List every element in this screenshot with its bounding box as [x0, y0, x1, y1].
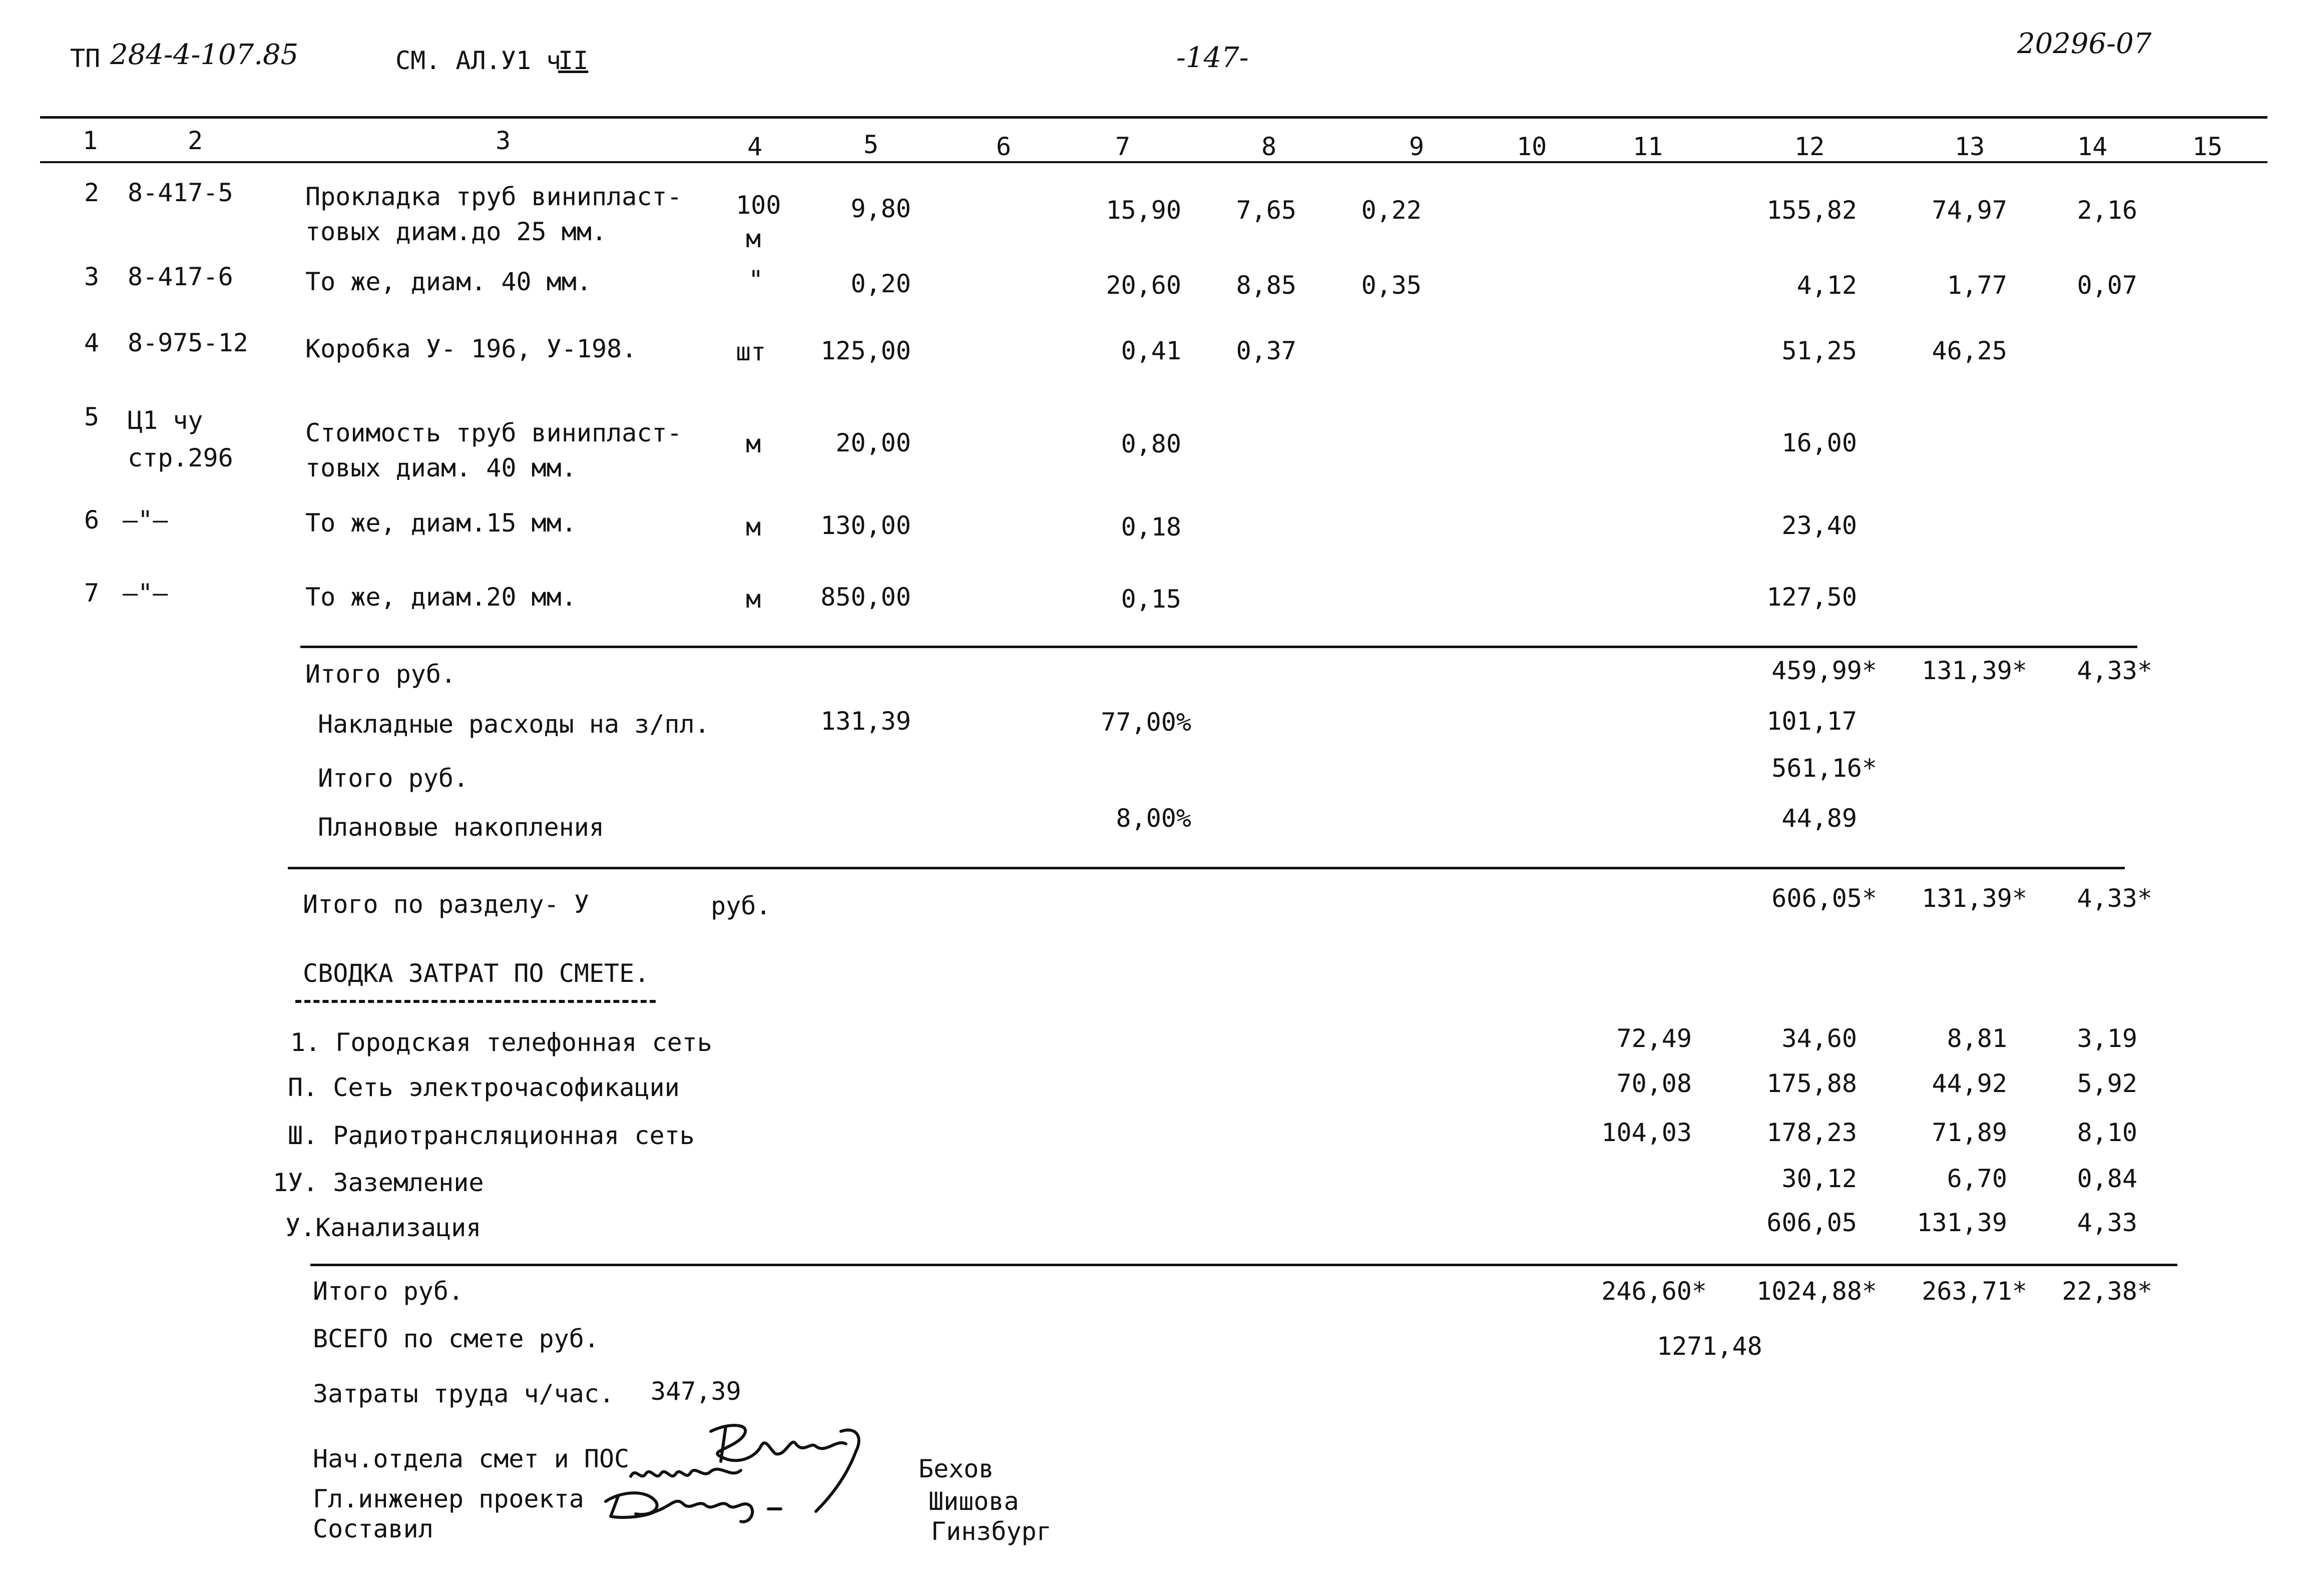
tp-prefix: ТП: [70, 44, 101, 73]
column-number: 2: [188, 126, 203, 155]
summary-label: Ш. Радиотрансляционная сеть: [288, 1121, 695, 1150]
table-top-rule: [40, 116, 2267, 119]
section-total-unit: руб.: [711, 891, 771, 920]
summary-label: У.Канализация: [285, 1213, 482, 1242]
rate-code: 8-417-6: [128, 262, 233, 291]
total-cost: 606,05*: [1771, 884, 1877, 913]
summary-col12: 1024,88*: [1756, 1277, 1877, 1306]
rate-code: 8-975-12: [128, 328, 248, 357]
total-wages: 74,97: [1932, 196, 2007, 225]
item-name-line: Прокладка труб винипласт-: [305, 182, 682, 211]
sheet-part: II: [558, 46, 589, 75]
total-cost: 51,25: [1781, 336, 1857, 365]
quantity: 850,00: [820, 583, 911, 612]
machines: 0,22: [1361, 196, 1422, 225]
column-number: 15: [2192, 132, 2223, 161]
column-number: 14: [2077, 132, 2108, 161]
total-cost: 4,12: [1796, 271, 1857, 300]
column-number: 1: [83, 126, 98, 155]
total-wages: 46,25: [1932, 336, 2007, 365]
total-machines: 0,07: [2077, 271, 2137, 300]
summary-title-underline: [295, 1000, 656, 1003]
grand-total-label: ВСЕГО по смете руб.: [313, 1324, 599, 1353]
summary-col14: 8,10: [2077, 1118, 2137, 1147]
total-machines: 4,33*: [2077, 884, 2152, 913]
section-total-label: Итого по разделу- У: [303, 890, 589, 919]
unit-cost: 15,90: [1106, 196, 1181, 225]
item-name-line: То же, диам.15 мм.: [305, 508, 577, 538]
row-number: 3: [84, 262, 100, 291]
rate-code: Ц1 чу: [128, 406, 203, 435]
row-number: 6: [84, 505, 100, 535]
handwritten-signatures: [576, 1416, 886, 1536]
total-wages: 131,39*: [1922, 656, 2027, 685]
signatory-name: Бехов: [918, 1454, 994, 1483]
rate-code-page: стр.296: [128, 443, 233, 472]
unit-cost: 0,80: [1121, 429, 1181, 458]
row-number: 2: [84, 178, 100, 207]
totals-label: Итого руб.: [318, 764, 469, 793]
item-name-line: То же, диам.20 мм.: [305, 583, 577, 612]
item-name-line: Стоимость труб винипласт-: [305, 418, 682, 447]
grand-total-value: 1271,48: [1657, 1332, 1762, 1361]
total-cost: 155,82: [1766, 196, 1857, 225]
summary-label: 1У. Заземление: [273, 1168, 484, 1197]
column-number: 10: [1517, 132, 1547, 161]
summary-col14: 3,19: [2077, 1024, 2137, 1053]
total-wages: 131,39*: [1922, 884, 2027, 913]
section-total-rule: [288, 867, 2125, 869]
summary-col13: 131,39: [1917, 1208, 2007, 1237]
totals-label: Итого руб.: [305, 660, 456, 689]
signature-role: Составил: [313, 1514, 433, 1543]
unit: м: [746, 585, 761, 614]
summary-label: П. Сеть электрочасофикации: [288, 1073, 680, 1102]
total-cost: 16,00: [1781, 428, 1857, 457]
quantity: 20,00: [835, 428, 911, 457]
summary-col11: 70,08: [1616, 1069, 1692, 1098]
signature-role: Гл.инженер проекта: [313, 1484, 584, 1513]
signatory-name: Гинзбург: [931, 1517, 1052, 1546]
signature-role: Нач.отдела смет и ПОС: [313, 1444, 630, 1473]
summary-col13: 263,71*: [1922, 1277, 2027, 1306]
total-cost: 23,40: [1781, 511, 1857, 540]
row-number: 5: [84, 402, 100, 431]
unit-cost: 20,60: [1106, 271, 1181, 300]
summary-col12: 30,12: [1781, 1164, 1857, 1193]
column-number: 7: [1115, 132, 1131, 161]
overhead-label: Накладные расходы на з/пл.: [318, 710, 710, 739]
header-bottom-rule: [40, 161, 2267, 163]
signatory-name: Шишова: [929, 1487, 1019, 1516]
column-number: 9: [1409, 132, 1425, 161]
wages: 8,85: [1236, 271, 1296, 300]
unit-cost: 0,18: [1121, 512, 1181, 542]
row-number: 4: [84, 328, 100, 357]
item-name-line: товых диам.до 25 мм.: [305, 217, 607, 246]
wages: 0,37: [1236, 336, 1296, 365]
column-number: 5: [863, 130, 879, 159]
summary-col11: 246,60*: [1601, 1277, 1707, 1306]
summary-col14: 4,33: [2077, 1208, 2137, 1237]
column-number: 4: [747, 132, 763, 161]
summary-total-rule: [310, 1264, 2177, 1266]
item-name-line: товых диам. 40 мм.: [305, 453, 577, 482]
summary-col14: 0,84: [2077, 1164, 2137, 1193]
quantity: 130,00: [820, 511, 911, 540]
summary-col12: 175,88: [1766, 1069, 1857, 1098]
total-machines: 4,33*: [2077, 656, 2152, 685]
total-cost: 561,16*: [1771, 754, 1877, 783]
total-cost: 127,50: [1766, 583, 1857, 612]
page-number: -147-: [1176, 42, 1249, 74]
summary-col12: 178,23: [1766, 1118, 1857, 1147]
labor-value: 347,39: [651, 1377, 741, 1406]
column-number: 8: [1261, 132, 1277, 161]
unit-cost: 0,15: [1121, 585, 1181, 614]
column-number: 11: [1633, 132, 1663, 161]
total-machines: 2,16: [2077, 196, 2137, 225]
total-cost: 459,99*: [1771, 656, 1877, 685]
planned-savings-label: Плановые накопления: [318, 813, 604, 842]
unit: 100: [736, 191, 781, 220]
unit: м: [746, 429, 761, 458]
unit: шт: [736, 337, 766, 366]
item-name-line: Коробка У- 196, У-198.: [305, 334, 637, 363]
tp-number: 284-4-107.85: [110, 39, 299, 71]
quantity: 9,80: [850, 194, 911, 223]
summary-col13: 6,70: [1947, 1164, 2007, 1193]
quantity: 0,20: [850, 269, 911, 298]
summary-label: 1. Городская телефонная сеть: [290, 1028, 712, 1057]
labor-label: Затраты труда ч/час.: [313, 1379, 615, 1408]
column-number: 3: [496, 126, 511, 155]
summary-col12: 34,60: [1781, 1024, 1857, 1053]
overhead-amount: 101,17: [1766, 707, 1857, 736]
summary-col14: 22,38*: [2062, 1277, 2152, 1306]
subtotal-rule: [300, 646, 2137, 648]
summary-title: СВОДКА ЗАТРАТ ПО СМЕТЕ.: [303, 959, 650, 988]
unit-cost: 0,41: [1121, 336, 1181, 365]
overhead-base: 131,39: [820, 707, 911, 736]
overhead-rate: 77,00%: [1101, 708, 1191, 737]
summary-col13: 71,89: [1932, 1118, 2007, 1147]
column-number: 12: [1794, 132, 1825, 161]
summary-col14: 5,92: [2077, 1069, 2137, 1098]
item-name-line: То же, диам. 40 мм.: [305, 267, 592, 296]
summary-col11: 104,03: [1601, 1118, 1692, 1147]
summary-col11: 72,49: [1616, 1024, 1692, 1053]
machines: 0,35: [1361, 271, 1422, 300]
rate-code: 8-417-5: [128, 178, 233, 207]
total-wages: 1,77: [1947, 271, 2007, 300]
unit: ": [748, 265, 764, 294]
rate-code: —"—: [123, 579, 168, 608]
rate-code: —"—: [123, 505, 168, 535]
sheet-reference: СМ. АЛ.У1 ч: [395, 46, 562, 75]
planned-savings-amount: 44,89: [1781, 804, 1857, 833]
summary-col13: 8,81: [1947, 1024, 2007, 1053]
summary-col13: 44,92: [1932, 1069, 2007, 1098]
quantity: 125,00: [820, 336, 911, 365]
summary-total-label: Итого руб.: [313, 1277, 464, 1306]
column-number: 13: [1955, 132, 1985, 161]
planned-savings-rate: 8,00%: [1116, 804, 1191, 833]
unit: м: [746, 224, 761, 253]
document-number: 20296-07: [2017, 28, 2152, 60]
unit: м: [746, 512, 761, 542]
wages: 7,65: [1236, 196, 1296, 225]
row-number: 7: [84, 579, 100, 608]
summary-col12: 606,05: [1766, 1208, 1857, 1237]
column-number: 6: [996, 132, 1012, 161]
